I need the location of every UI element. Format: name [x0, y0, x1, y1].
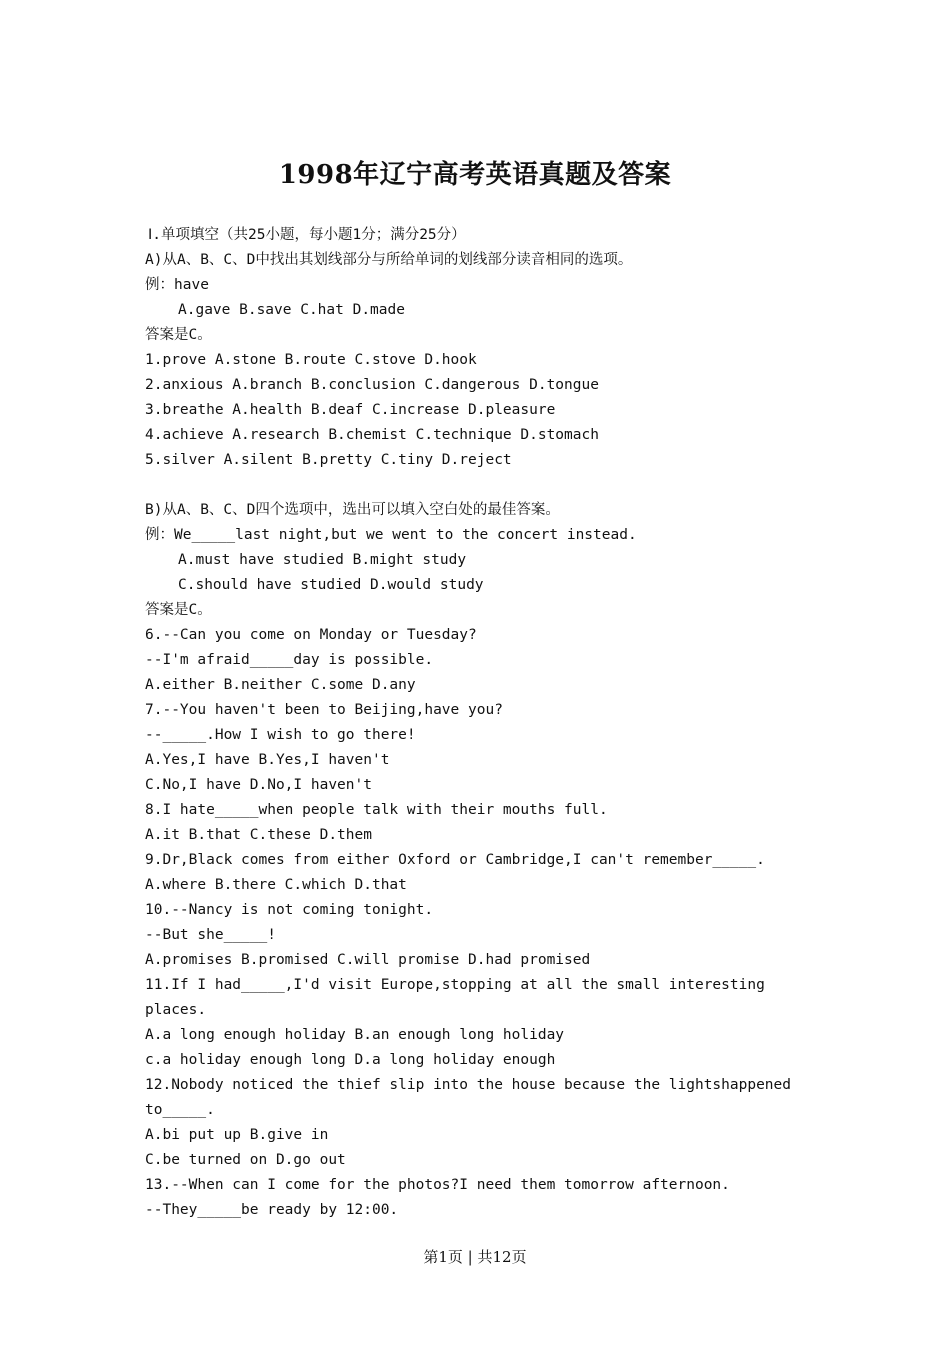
- text-line: --_____.How I wish to go there!: [145, 727, 416, 743]
- text-line: 例：We_____last night,but we went to the concert instead.: [145, 527, 637, 543]
- text-line: --But she_____!: [145, 927, 276, 943]
- text-line: c.a holiday enough long D.a long holiday enough: [145, 1052, 556, 1068]
- text-line: A.it B.that C.these D.them: [145, 827, 372, 843]
- text-line: A.a long enough holiday B.an enough long holiday: [145, 1027, 565, 1043]
- page-footer: 第1页 | 共12页: [423, 1248, 527, 1266]
- text-line: to_____.: [145, 1102, 215, 1118]
- text-line: --They_____be ready by 12:00.: [145, 1202, 399, 1218]
- text-line: 9.Dr,Black comes from either Oxford or Cambridge,I can't remember_____.: [145, 852, 765, 868]
- text-line: 7.--You haven't been to Beijing,have you?: [145, 702, 503, 718]
- text-line: C.No,I have D.No,I haven't: [145, 777, 372, 793]
- text-line: A.Yes,I have B.Yes,I haven't: [145, 752, 390, 768]
- text-line: A)从A、B、C、D中找出其划线部分与所给单词的划线部分读音相同的选项。: [145, 252, 633, 268]
- text-line: 11.If I had_____,I'd visit Europe,stopping at all the small interesting: [145, 977, 765, 993]
- text-line: places.: [145, 1002, 207, 1018]
- text-line: 答案是C。: [145, 327, 212, 343]
- text-line: 例：have: [145, 277, 209, 293]
- text-line: 2.anxious A.branch B.conclusion C.dangerous D.tongue: [145, 377, 599, 393]
- text-line: A.where B.there C.which D.that: [145, 877, 407, 893]
- text-line: 6.--Can you come on Monday or Tuesday?: [145, 627, 477, 643]
- text-line: A.gave B.save C.hat D.made: [178, 302, 405, 318]
- text-line: 1.prove A.stone B.route C.stove D.hook: [145, 352, 477, 368]
- text-line: C.should have studied D.would study: [178, 577, 484, 593]
- text-line: C.be turned on D.go out: [145, 1152, 346, 1168]
- page-title: 1998年辽宁高考英语真题及答案: [278, 160, 672, 190]
- text-line: 13.--When can I come for the photos?I need them tomorrow afternoon.: [145, 1177, 730, 1193]
- text-line: 5.silver A.silent B.pretty C.tiny D.reject: [145, 452, 512, 468]
- text-line: 12.Nobody noticed the thief slip into the house because the lightshappened: [145, 1077, 792, 1093]
- text-line: 答案是C。: [145, 602, 212, 618]
- text-line: --I'm afraid_____day is possible.: [145, 652, 434, 668]
- text-line: 3.breathe A.health B.deaf C.increase D.pleasure: [145, 402, 556, 418]
- text-line: A.must have studied B.might study: [178, 552, 467, 568]
- document-body: [145, 223, 825, 1223]
- text-line: 8.I hate_____when people talk with their mouths full.: [145, 802, 608, 818]
- text-line: 4.achieve A.research B.chemist C.technique D.stomach: [145, 427, 599, 443]
- text-line: A.bi put up B.give in: [145, 1127, 329, 1143]
- text-line: 10.--Nancy is not coming tonight.: [145, 902, 434, 918]
- text-line: A.promises B.promised C.will promise D.had promised: [145, 952, 591, 968]
- text-line: A.either B.neither C.some D.any: [145, 677, 416, 693]
- text-line: B)从A、B、C、D四个选项中，选出可以填入空白处的最佳答案。: [145, 502, 560, 518]
- text-line: Ⅰ.单项填空（共25小题，每小题1分；满分25分）: [148, 227, 466, 243]
- blank-line: [145, 473, 825, 498]
